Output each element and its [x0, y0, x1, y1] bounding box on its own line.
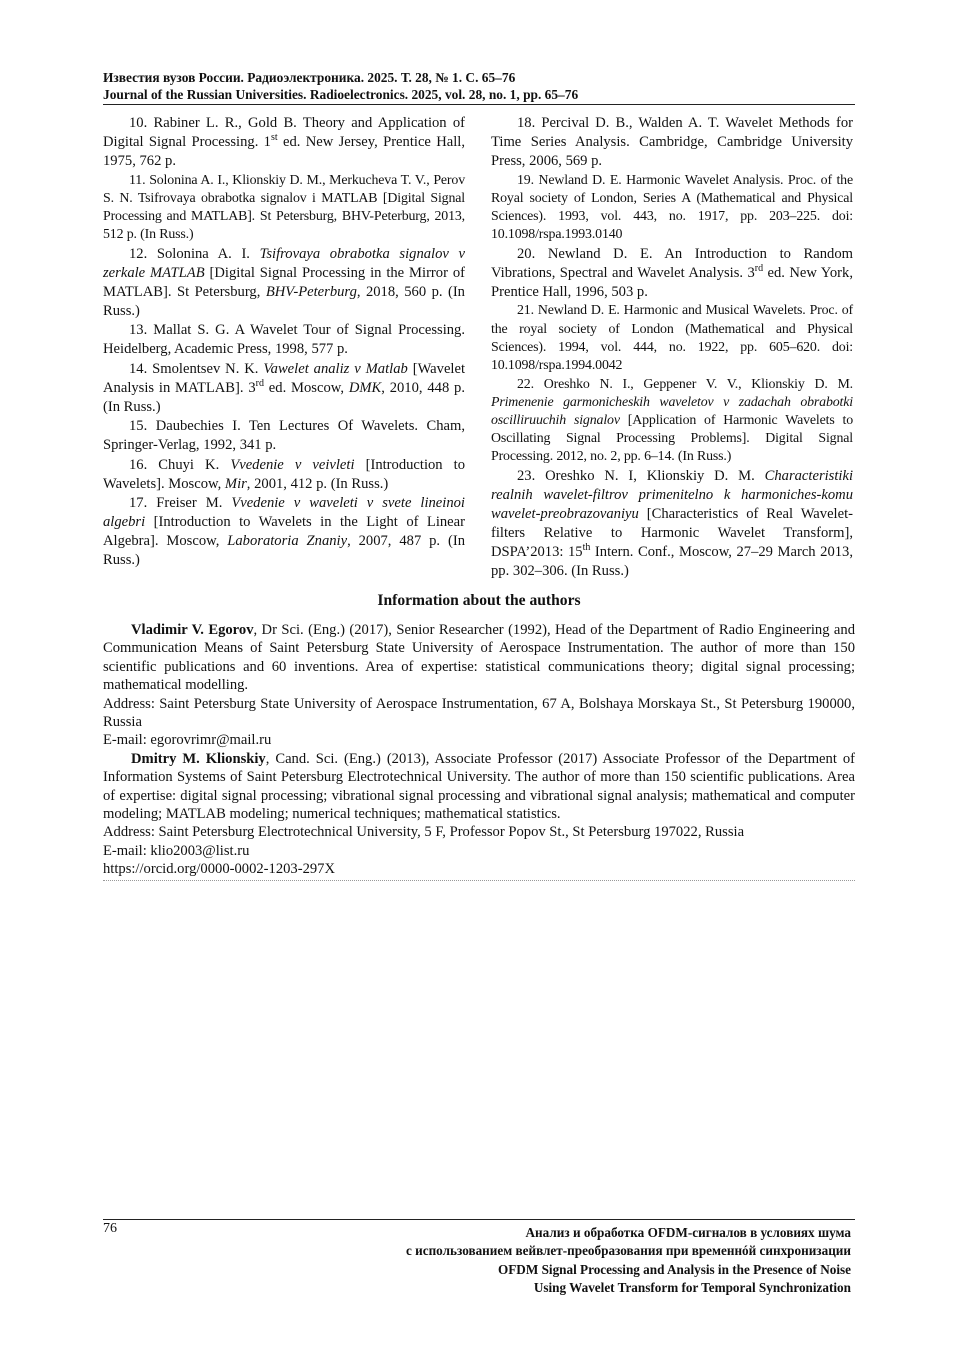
reference-18: 18. Percival D. B., Walden A. T. Wavelet Methods for Time Series Analysis. Cambridge, Cambridge University Press, 2006, 569 p. [491, 115, 853, 169]
footer-rule [103, 1219, 855, 1220]
running-footer-title [251, 1224, 851, 1298]
reference-11: 11. Solonina A. I., Klionskiy D. M., Merkucheva T. V., Perov S. N. Tsifrovaya obrabotka signalov i MATLAB [Digital Signal Processing and MATLAB]. St Petersburg, BHV-Peterburg, 2013, 512 p. (In Russ.) [103, 172, 465, 243]
reference-16: 16. Chuyi K. Vvedenie v veivleti [Introduction to Wavelets]. Moscow, Mir, 2001, 412 p. (In Russ.) [103, 456, 466, 492]
reference-14: 14. Smolentsev N. K. Vawelet analiz v Matlab [Wavelet Analysis in MATLAB]. 3rd ed. Moscow, DMK, 2010, 448 p. (In Russ.) [103, 360, 466, 415]
author-bio: Dmitry M. Klionskiy, Cand. Sci. (Eng.) (2013), Associate Professor (2017) Associate Professor of the Department of Information Systems of Saint Petersburg Electrotechnical University. The author of more than 150 scientific publications. Area of expertise: digital signal processing; vibrational signal processing and vibrational signal analysis; mathematical and computer modeling; MATLAB modeling; numerical techniques; mathematical statistics. [103, 750, 855, 823]
reference-10: 10. Rabiner L. R., Gold B. Theory and Application of Digital Signal Processing. 1st ed. New Jersey, Prentice Hall, 1975, 762 p. [103, 115, 465, 169]
author-name: Vladimir V. Egorov [131, 622, 254, 638]
reference-22: 22. Oreshko N. I., Geppener V. V., Klionskiy D. M. Primenenie garmonicheskih waveletov v zadachah obrabotki oscilliruuchih signalov [Application of Harmonic Wavelets to Oscillating Signal Processing Problems]. Digital Signal Processing. 2012, no. 2, pp. 6–14. (In Russ.) [491, 376, 853, 465]
author-address: Address: Saint Petersburg Electrotechnical University, 5 F, Professor Popov St., St Petersburg 197022, Russia [103, 824, 745, 841]
reference-21: 21. Newland D. E. Harmonic and Musical Wavelets. Proc. of the royal society of London (Mathematical and Physical Sciences). 1994, vol. 444, no. 1922, pp. 605–620. doi: 10.1098/rspa.1994.0042 [491, 303, 853, 373]
journal-header-en: Journal of the Russian Universities. Radioelectronics. 2025, vol. 28, no. 1, pp. 65–76 [103, 87, 579, 102]
journal-header-ru: Известия вузов России. Радиоэлектроника. 2025. Т. 28, № 1. С. 65–76 [103, 70, 516, 85]
reference-12: 12. Solonina A. I. Tsifrovaya obrabotka signalov v zerkale MATLAB [Digital Signal Processing in the Mirror of MATLAB]. St Petersburg, BHV-Peterburg, 2018, 560 p. (In Russ.) [103, 245, 465, 319]
header-rule [103, 104, 855, 105]
footer-title-en-1: OFDM Signal Processing and Analysis in the Presence of Noise [497, 1261, 851, 1277]
footer-title-ru-1: Анализ и обработка OFDM-сигналов в условиях шума [525, 1225, 851, 1240]
footer-title-ru-2: с использованием вейвлет-преобразования при временнóй синхронизации [405, 1243, 851, 1259]
footer-title-en-2: Using Wavelet Transform for Temporal Synchronization [533, 1280, 851, 1296]
page-number: 76 [103, 1221, 117, 1236]
dotted-divider [103, 880, 855, 881]
references-left-column [103, 114, 465, 571]
author-email: E-mail: klio2003@list.ru [103, 842, 250, 859]
reference-15: 15. Daubechies I. Ten Lectures Of Wavelets. Cham, Springer-Verlag, 1992, 341 p. [103, 418, 465, 454]
journal-header [103, 69, 855, 103]
author-orcid-link[interactable]: https://orcid.org/0000-0002-1203-297X [103, 861, 335, 878]
reference-20: 20. Newland D. E. An Introduction to Random Vibrations, Spectral and Wavelet Analysis. 3rd ed. New York, Prentice Hall, 1996, 503 p. [491, 245, 853, 300]
author-bio: Vladimir V. Egorov, Dr Sci. (Eng.) (2017), Senior Researcher (1992), Head of the Department of Radio Engineering and Communication Means of Saint Petersburg State University of Aerospace Instrumentation. The author of more than 150 scientific publications and 60 inventions. Area of expertise: statistical communications theory; digital signal processing; mathematical modelling. [103, 622, 855, 694]
authors-section-title: Information about the authors [377, 592, 581, 609]
reference-23: 23. Oreshko N. I, Klionskiy D. M. Characteristiki realnih wavelet-filtrov primenitelno k harmoniches-komu wavelet-preobrazovaniyu [Characteristics of Real Wavelet-filters Relative to Harmonic Wavelet Transform], DSPA’2013: 15th Intern. Conf., Moscow, 27–29 March 2013, pp. 302–306. (In Russ.) [491, 468, 853, 580]
references-right-column [491, 114, 853, 582]
author-name: Dmitry M. Klionskiy [131, 750, 266, 767]
reference-13: 13. Mallat S. G. A Wavelet Tour of Signal Processing. Heidelberg, Academic Press, 1998, 577 p. [103, 322, 465, 358]
authors-info [103, 621, 855, 879]
author-email: E-mail: egorovrimr@mail.ru [103, 732, 272, 749]
reference-19: 19. Newland D. E. Harmonic Wavelet Analysis. Proc. of the Royal society of London, Series A (Mathematical and Physical Sciences). 1993, vol. 443, no. 1917, pp. 203–225. doi: 10.1098/rspa.1993.0140 [491, 172, 853, 243]
reference-17: 17. Freiser M. Vvedenie v waveleti v svete lineinoi algebri [Introduction to Wavelets in the Light of Linear Algebra]. Moscow, Laboratoria Znaniy, 2007, 487 p. (In Russ.) [103, 495, 465, 569]
author-address: Address: Saint Petersburg State University of Aerospace Instrumentation, 67 A, Bolshaya Morskaya St., St Petersburg 190000, Russia [103, 695, 855, 731]
